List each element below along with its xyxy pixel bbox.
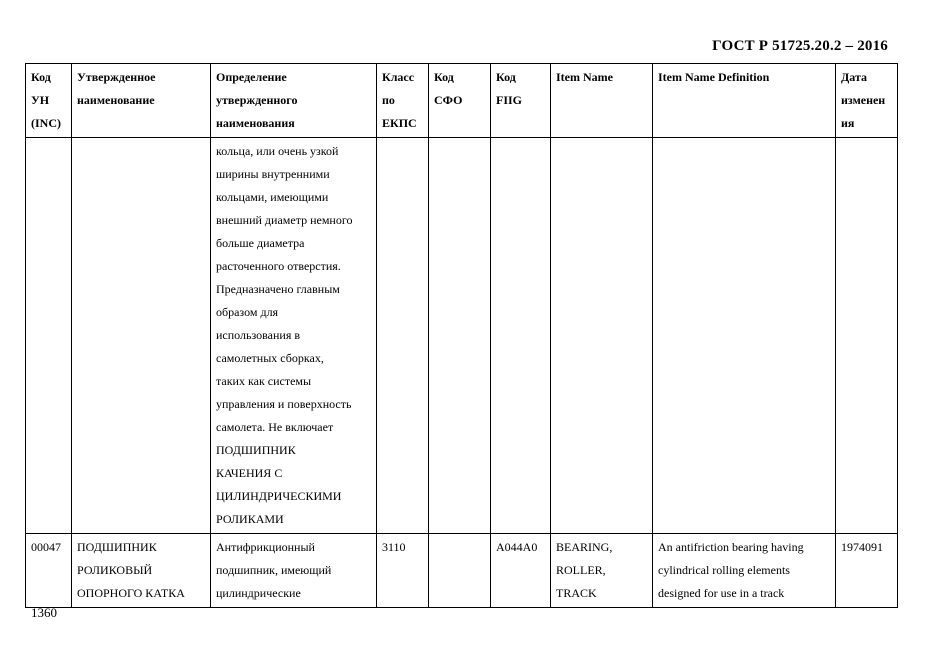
cell-item-definition <box>653 138 836 534</box>
cell-name <box>72 138 211 534</box>
cell-date <box>836 138 898 534</box>
col-header-approved-name: Утвержденное наименование <box>72 64 211 138</box>
cell-definition: кольца, или очень узкой ширины внутренними кольцами, имеющими внешний диаметр немного больше диаметра расточенного отверстия. Предназначено главным образом для использования в самолетных сборках, таких как системы управления и поверхность самолета. Не включает ПОДШИПНИК КАЧЕНИЯ С ЦИЛИНДРИЧЕСКИМИ РОЛИКАМИ <box>211 138 377 534</box>
col-header-sfo: Код СФО <box>429 64 491 138</box>
cell-item-name <box>551 138 653 534</box>
catalog-table <box>25 63 898 608</box>
cell-class <box>377 138 429 534</box>
document-id: ГОСТ Р 51725.20.2 – 2016 <box>712 38 888 54</box>
header-row <box>26 64 898 138</box>
cell-sfo <box>429 138 491 534</box>
col-header-item-definition: Item Name Definition <box>653 64 836 138</box>
cell-code <box>26 138 72 534</box>
page-number: 1360 <box>31 605 57 620</box>
cell-fiig <box>491 138 551 534</box>
cell-class: 3110 <box>377 534 429 608</box>
cell-fiig: A044A0 <box>491 534 551 608</box>
col-header-fiig: Код FIIG <box>491 64 551 138</box>
cell-sfo <box>429 534 491 608</box>
table-row-continuation <box>26 138 898 534</box>
col-header-date: Дата изменен ия <box>836 64 898 138</box>
col-header-item-name: Item Name <box>551 64 653 138</box>
cell-definition: Антифрикционный подшипник, имеющий цилиндрические <box>211 534 377 608</box>
col-header-class: Класс по ЕКПС <box>377 64 429 138</box>
col-header-code: Код УН (INC) <box>26 64 72 138</box>
cell-name: ПОДШИПНИК РОЛИКОВЫЙ ОПОРНОГО КАТКА <box>72 534 211 608</box>
cell-date: 1974091 <box>836 534 898 608</box>
cell-item-name: BEARING, ROLLER, TRACK <box>551 534 653 608</box>
col-header-definition: Определение утвержденного наименования <box>211 64 377 138</box>
cell-code: 00047 <box>26 534 72 608</box>
table-row <box>26 534 898 608</box>
cell-item-definition: An antifriction bearing having cylindrical rolling elements designed for use in a track <box>653 534 836 608</box>
